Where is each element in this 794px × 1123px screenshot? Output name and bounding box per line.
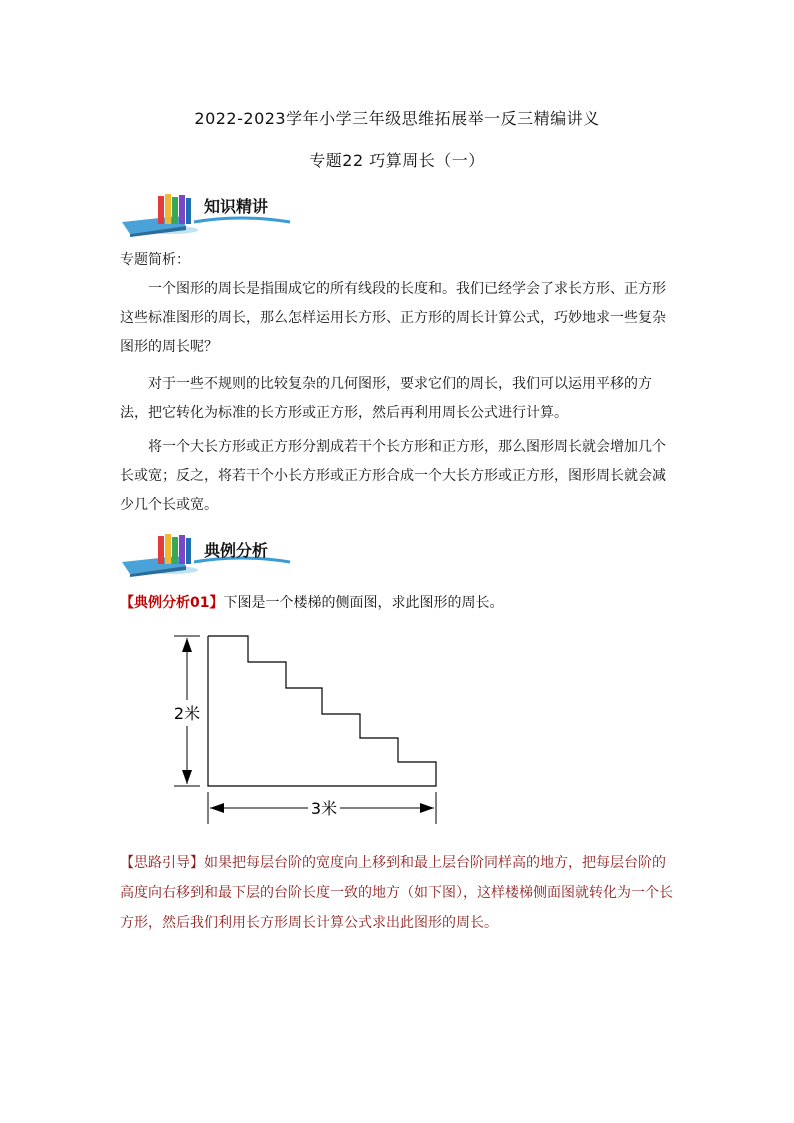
- example-1-text: 下图是一个楼梯的侧面图，求此图形的周长。: [223, 595, 504, 611]
- arrow-right-icon: [420, 803, 434, 813]
- section-title-knowledge: 知识精讲: [204, 197, 269, 216]
- paragraph-2: 对于一些不规则的比较复杂的几何图形，要求它们的周长，我们可以运用平移的方法，把它转化为标准的长方形或正方形，然后再利用周长公式进行计算。: [120, 376, 652, 421]
- height-label: 2米: [173, 704, 201, 723]
- width-label: 3米: [310, 799, 338, 818]
- staircase-outline: [208, 636, 436, 786]
- hint-text: 如果把每层台阶的宽度向上移到和最上层台阶同样高的地方，把每层台阶的高度向右移到和最下层的台阶长度一致的地方（如下图），这样楼梯侧面图就转化为一个长方形，然后我们利用长方形周长计算公式求出此图形的周长。: [120, 855, 673, 931]
- arrow-up-icon: [182, 638, 192, 652]
- paragraph-1: 一个图形的周长是指围成它的所有线段的长度和。我们已经学会了求长方形、正方形这些标准图形的周长，那么怎样运用长方形、正方形的周长计算公式，巧妙地求一些复杂图形的周长呢？: [120, 281, 666, 355]
- document-title: 2022-2023学年小学三年级思维拓展举一反三精编讲义: [194, 109, 600, 128]
- arrow-left-icon: [210, 803, 224, 813]
- summary-label: 专题简析：: [120, 252, 190, 268]
- example-1-question: [120, 592, 503, 614]
- document-subtitle: 专题22 巧算周长（一）: [309, 151, 485, 170]
- example-1-tag: 【典例分析01】: [120, 595, 224, 611]
- staircase-figure: [160, 626, 460, 836]
- paragraph-3: 将一个大长方形或正方形分割成若干个长方形和正方形，那么图形周长就会增加几个长或宽；反之，将若干个小长方形或正方形合成一个大长方形或正方形，图形周长就会减少几个长或宽。: [120, 439, 666, 513]
- hint-tag: 【思路引导】: [120, 855, 204, 871]
- section-title-examples: 典例分析: [204, 541, 269, 560]
- arrow-down-icon: [182, 770, 192, 784]
- hint-paragraph: [120, 848, 676, 938]
